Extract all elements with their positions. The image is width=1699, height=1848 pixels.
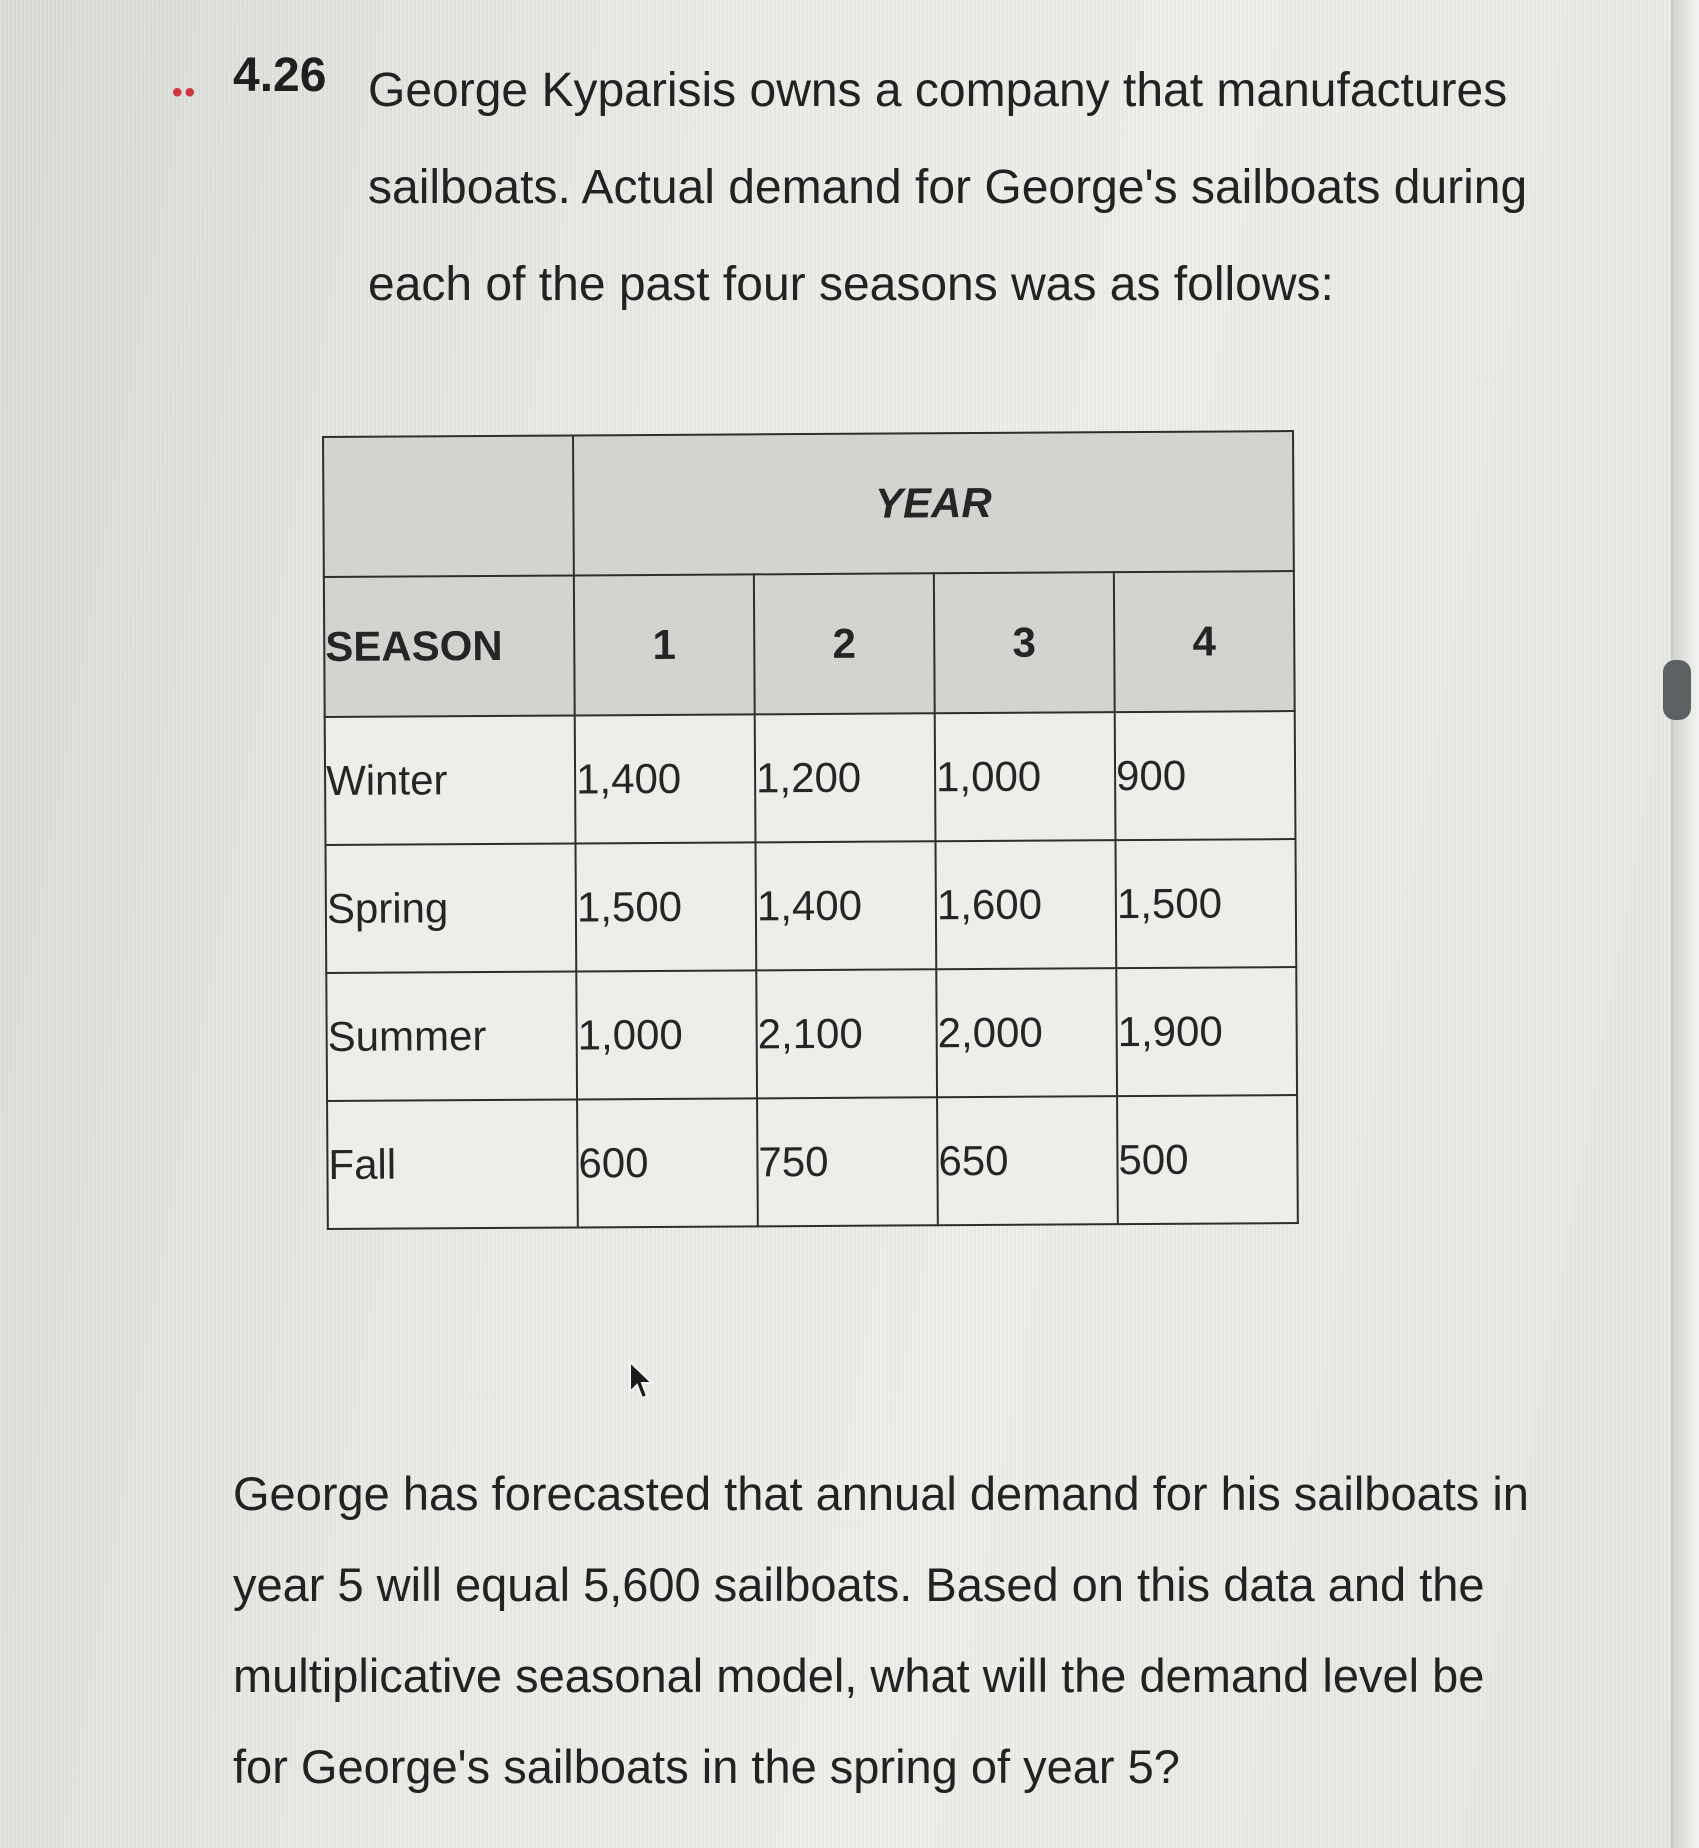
question-line: for George's sailboats in the spring of year 5?: [233, 1740, 1180, 1793]
demand-cell: 600: [577, 1098, 758, 1227]
demand-cell: 1,000: [576, 970, 757, 1099]
difficulty-dots: ••: [172, 76, 198, 109]
problem-question: [233, 1448, 1553, 1812]
year-3-header: 3: [934, 572, 1115, 713]
year-1-header: 1: [574, 574, 755, 715]
demand-table: [322, 430, 1299, 1230]
table-header-row: [323, 431, 1294, 577]
problem-intro: [368, 42, 1548, 333]
demand-cell: 1,200: [755, 713, 936, 842]
demand-cell: 1,400: [755, 841, 936, 970]
demand-cell: 500: [1117, 1095, 1298, 1224]
question-line: year 5 will equal 5,600 sailboats. Based on this data and the: [233, 1558, 1485, 1611]
question-line: George has forecasted that annual demand for his sailboats in: [233, 1467, 1529, 1520]
intro-line: each of the past four seasons was as follows:: [368, 258, 1334, 311]
demand-cell: 1,900: [1116, 967, 1297, 1096]
intro-line: George Kyparisis owns a company that manufactures: [368, 64, 1508, 117]
table-subheader-row: [324, 571, 1295, 717]
table-row: [325, 839, 1296, 973]
intro-line: sailboats. Actual demand for George's sailboats during: [368, 161, 1528, 214]
year-2-header: 2: [754, 573, 935, 714]
demand-cell: 1,600: [935, 840, 1116, 969]
problem-number: 4.26: [233, 49, 327, 102]
demand-cell: 750: [757, 1097, 938, 1226]
season-header: SEASON: [324, 575, 575, 717]
season-label: Spring: [325, 843, 576, 973]
demand-cell: 1,500: [575, 842, 756, 971]
demand-cell: 900: [1115, 711, 1296, 840]
demand-cell: 2,000: [936, 968, 1117, 1097]
demand-cell: 1,000: [935, 712, 1116, 841]
season-label: Winter: [325, 715, 576, 845]
window-edge: [1671, 0, 1699, 1848]
question-line: multiplicative seasonal model, what will the demand level be: [233, 1649, 1485, 1702]
table-row: [325, 711, 1296, 845]
scrollbar-thumb[interactable]: [1663, 660, 1691, 720]
table-row: [326, 967, 1297, 1101]
demand-cell: 1,500: [1115, 839, 1296, 968]
year-header: YEAR: [573, 431, 1294, 575]
season-label: Summer: [326, 971, 577, 1101]
mouse-pointer-icon: [627, 1360, 657, 1402]
year-4-header: 4: [1114, 571, 1295, 712]
demand-cell: 2,100: [756, 969, 937, 1098]
demand-cell: 1,400: [575, 714, 756, 843]
table-corner-cell: [323, 435, 574, 577]
demand-cell: 650: [937, 1096, 1118, 1225]
table-row: [327, 1095, 1298, 1229]
season-label: Fall: [327, 1099, 578, 1229]
